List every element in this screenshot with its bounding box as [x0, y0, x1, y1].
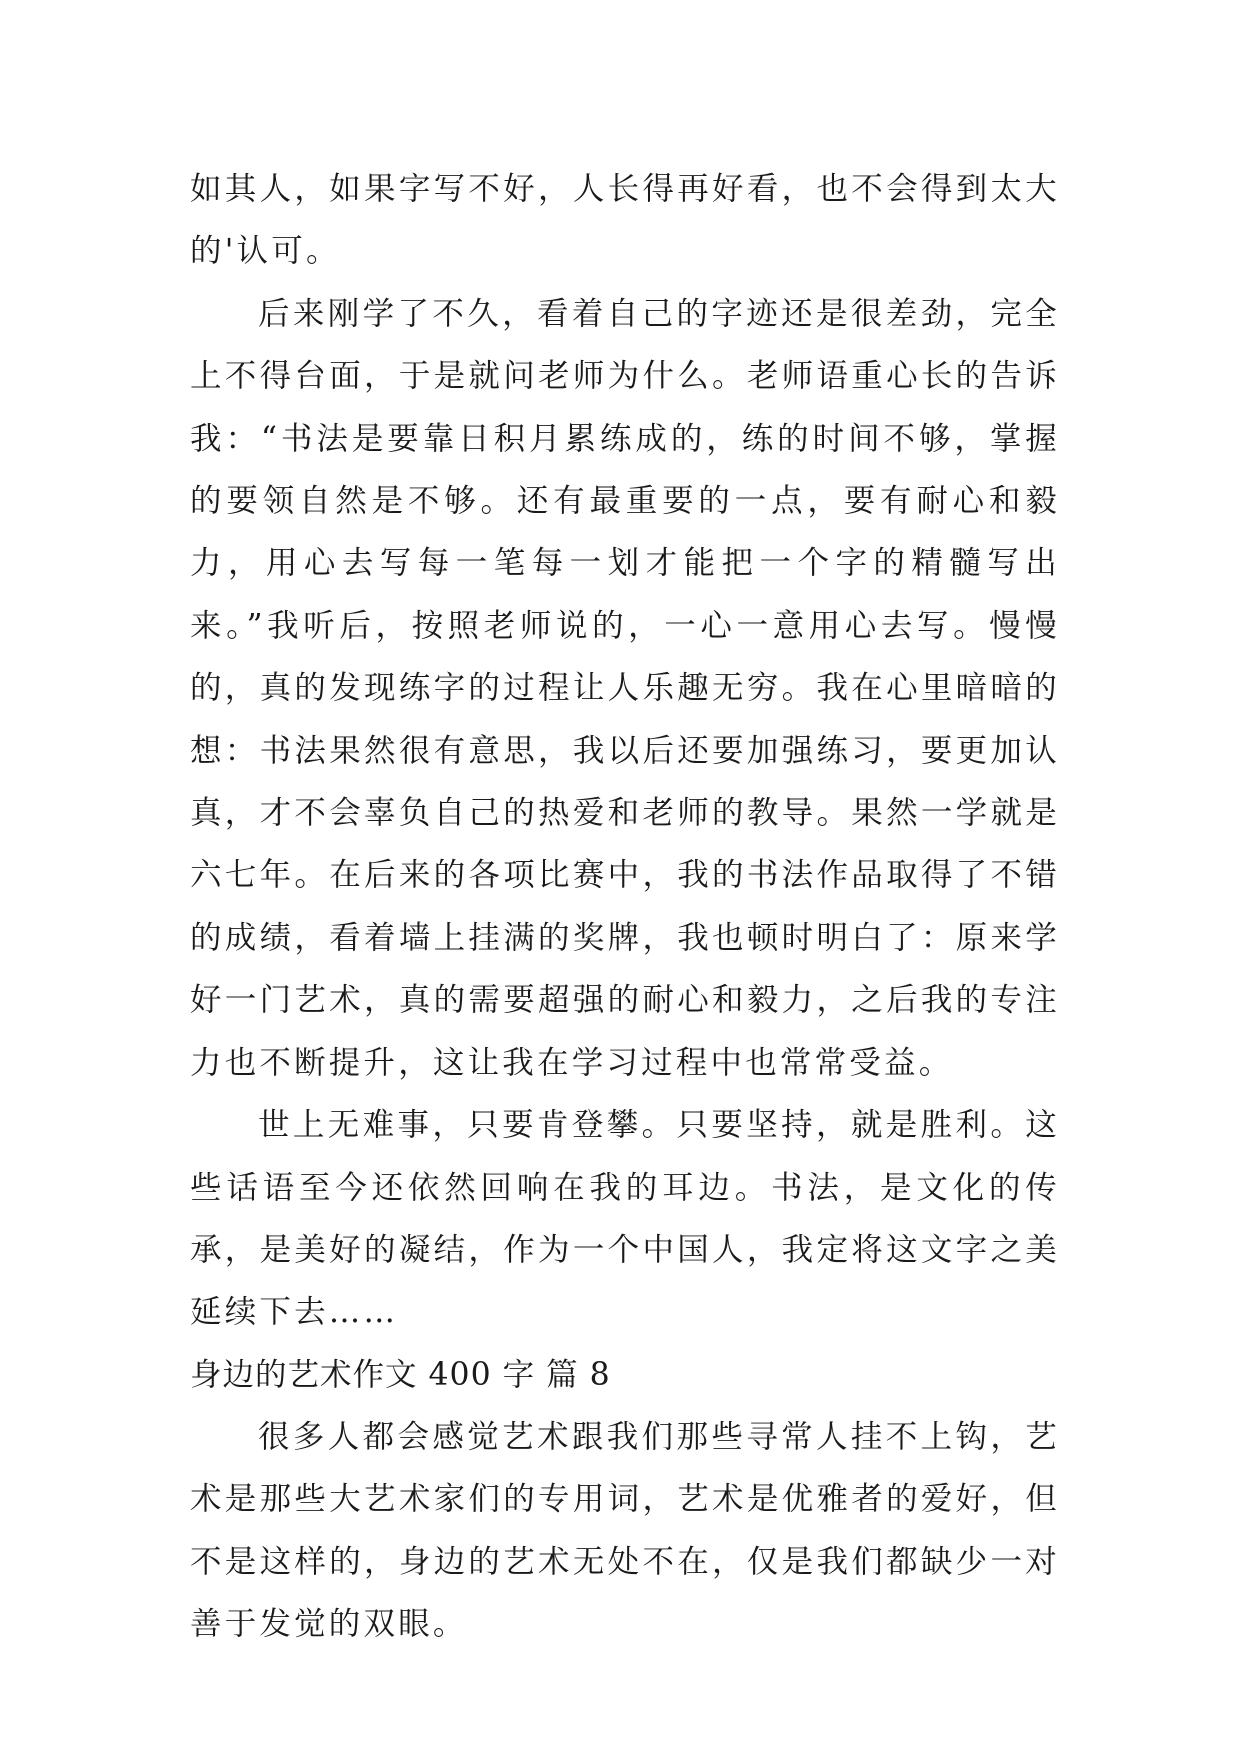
paragraph-section-intro: 很多人都会感觉艺术跟我们那些寻常人挂不上钩，艺术是那些大艺术家们的专用词，艺术是优雅者的爱好，但不是这样的，身边的艺术无处不在，仅是我们都缺少一对善于发觉的双眼。 — [190, 1418, 1060, 1642]
document-page — [190, 158, 1060, 1655]
paragraph-calligraphy-learning: 后来刚学了不久，看着自己的字迹还是很差劲，完全上不得台面，于是就问老师为什么。老师语重心长的告诉我：“书法是要靠日积月累练成的，练的时间不够，掌握的要领自然是不够。还有最重要的一点，要有耐心和毅力，用心去写每一笔每一划才能把一个字的精髓写出来。”我听后，按照老师说的，一心一意用心去写。慢慢的，真的发现练字的过程让人乐趣无穷。我在心里暗暗的想：书法果然很有意思，我以后还要加强练习，要更加认真，才不会辜负自己的热爱和老师的教导。果然一学就是六七年。在后来的各项比赛中，我的书法作品取得了不错的成绩，看着墙上挂满的奖牌，我也顿时明白了：原来学好一门艺术，真的需要超强的耐心和毅力，之后我的专注力也不断提升，这让我在学习过程中也常常受益。 — [190, 295, 1060, 1081]
paragraph-continued: 如其人，如果字写不好，人长得再好看，也不会得到太大的'认可。 — [190, 171, 1060, 270]
section-heading: 身边的艺术作文 400 字 篇 8 — [190, 1356, 611, 1393]
paragraph-conclusion: 世上无难事，只要肯登攀。只要坚持，就是胜利。这些话语至今还依然回响在我的耳边。书法，是文化的传承，是美好的凝结，作为一个中国人，我定将这文字之美延续下去…… — [190, 1107, 1060, 1331]
